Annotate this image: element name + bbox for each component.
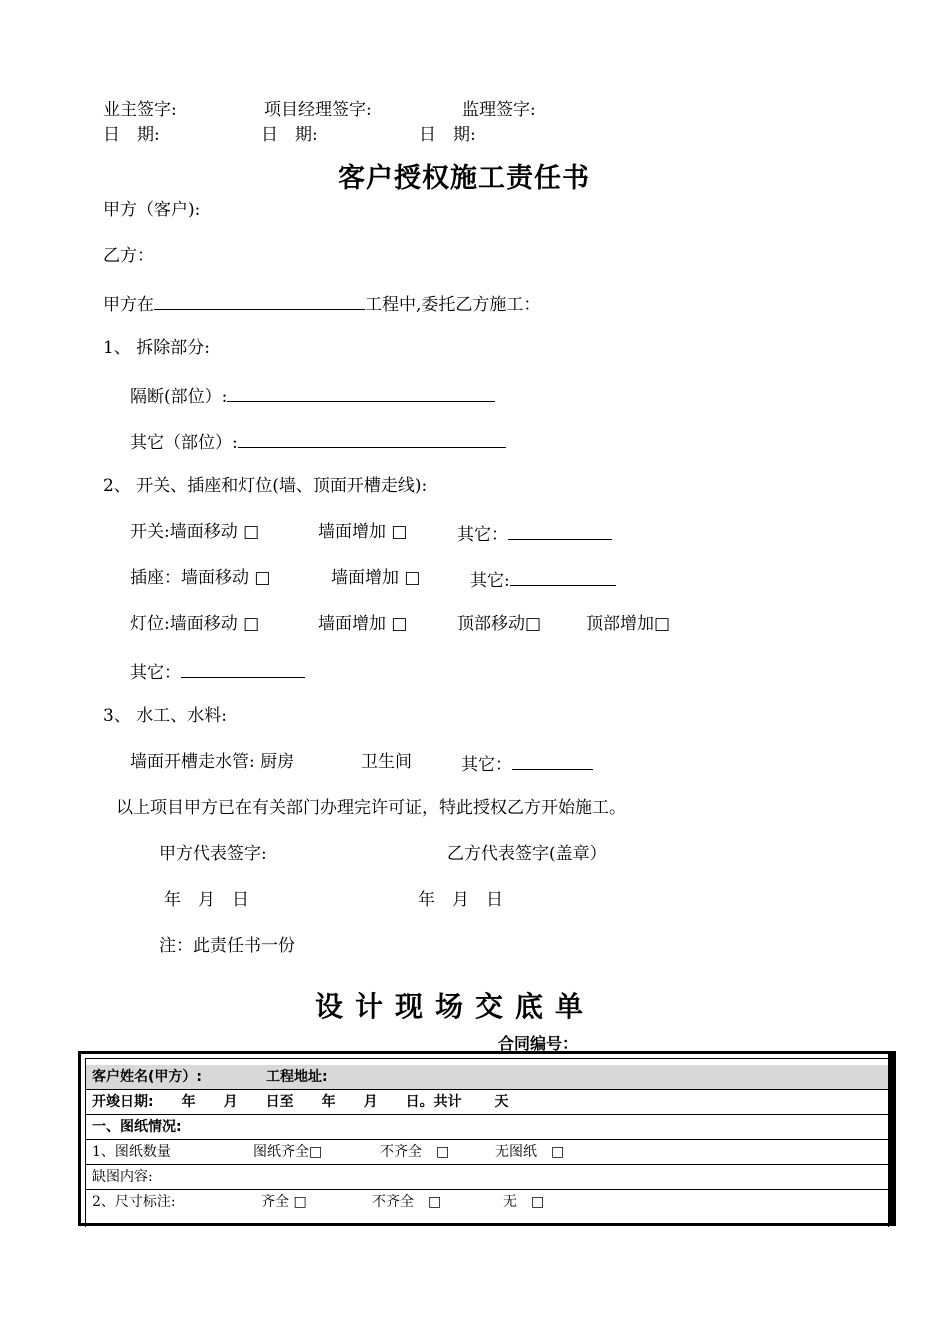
other-part-line [130,430,506,453]
table-row [86,1115,888,1140]
socket-other-blank[interactable] [510,568,616,586]
socket-add-checkbox[interactable]: 墙面增加 □ [331,568,421,588]
switch-other-blank[interactable] [508,522,612,540]
dimension-complete-checkbox[interactable]: 齐全 □ [261,1194,307,1210]
owner-date-label: 日 期: [103,125,160,145]
drawing-complete-checkbox[interactable]: 图纸齐全□ [253,1144,323,1160]
other-part-blank[interactable] [238,430,506,448]
party-a-label: 甲方（客户): [103,200,201,220]
partition-blank[interactable] [227,384,495,402]
handover-table [78,1051,896,1226]
table-row [86,1165,888,1190]
missing-content-label: 缺图内容: [92,1169,153,1185]
supervisor-date-label: 日 期: [419,125,476,145]
drawing-status-heading: 一、图纸情况: [92,1119,182,1135]
switch-other-label: 其它： [457,525,508,545]
socket-other-label: 其它: [470,571,510,591]
authorization-title: 客户授权施工责任书 [338,163,590,194]
partition-line [130,384,495,407]
drawing-count-label: 1、图纸数量 [92,1144,171,1160]
light-add-checkbox[interactable]: 墙面增加 □ [318,614,408,634]
table-row [86,1090,888,1115]
table-right-border [888,1051,894,1226]
intro-suffix: 工程中,委托乙方施工： [365,295,541,315]
socket-other-line [470,568,616,591]
project-name-blank[interactable] [154,292,365,310]
section-1-title: 1、 拆除部分: [103,338,210,358]
water-other-line [461,752,593,775]
dimension-incomplete-checkbox[interactable]: 不齐全 □ [372,1194,442,1210]
water-other-label: 其它： [461,755,512,775]
project-address-label: 工程地址: [266,1069,328,1085]
switch-move-checkbox[interactable]: 开关:墙面移动 □ [130,522,260,542]
customer-name-label: 客户姓名(甲方）: [92,1069,202,1085]
owner-sign-label: 业主签字: [103,100,177,120]
s2-other-line [130,660,305,683]
party-b-label: 乙方： [103,246,154,266]
s2-other-blank[interactable] [181,660,305,678]
intro-prefix: 甲方在 [103,295,154,315]
dimension-none-checkbox[interactable]: 无 □ [503,1194,545,1210]
table-row [86,1065,888,1090]
no-drawing-checkbox[interactable]: 无图纸 □ [495,1144,565,1160]
other-part-label: 其它（部位）: [130,433,238,453]
water-other-blank[interactable] [512,752,593,770]
party-a-date: 年 月 日 [164,890,249,910]
water-kitchen-label: 墙面开槽走水管: 厨房 [130,752,295,772]
switch-add-checkbox[interactable]: 墙面增加 □ [318,522,408,542]
intro-line [103,292,540,315]
table-row [86,1190,888,1215]
drawing-incomplete-checkbox[interactable]: 不齐全 □ [380,1144,450,1160]
water-bath-label: 卫生间 [361,752,412,772]
party-b-signature-label: 乙方代表签字(盖章） [447,844,607,864]
authorization-statement: 以上项目甲方已在有关部门办理完许可证，特此授权乙方开始施工。 [116,798,626,818]
section-2-title: 2、 开关、插座和灯位(墙、顶面开槽走线): [103,476,428,496]
construction-dates-label: 开竣日期: 年 月 日至 年 月 日。共计 天 [92,1094,509,1110]
dimension-label: 2、尺寸标注: [92,1194,176,1210]
light-move-checkbox[interactable]: 灯位:墙面移动 □ [130,614,260,634]
note-text: 注：此责任书一份 [159,936,295,956]
pm-sign-label: 项目经理签字: [264,100,372,120]
s2-other-label: 其它： [130,663,181,683]
party-b-date: 年 月 日 [418,890,503,910]
switch-other-line [457,522,612,545]
supervisor-sign-label: 监理签字: [462,100,536,120]
pm-date-label: 日 期: [261,125,318,145]
handover-title: 设计现场交底单 [314,990,595,1023]
table-row [86,1140,888,1165]
party-a-signature-label: 甲方代表签字: [159,844,267,864]
section-3-title: 3、 水工、水料: [103,706,227,726]
contract-number-label: 合同编号： [498,1034,579,1053]
light-top-add-checkbox[interactable]: 顶部增加□ [586,614,671,634]
socket-move-checkbox[interactable]: 插座：墙面移动 □ [130,568,271,588]
light-top-move-checkbox[interactable]: 顶部移动□ [457,614,542,634]
partition-label: 隔断(部位）: [130,387,228,407]
